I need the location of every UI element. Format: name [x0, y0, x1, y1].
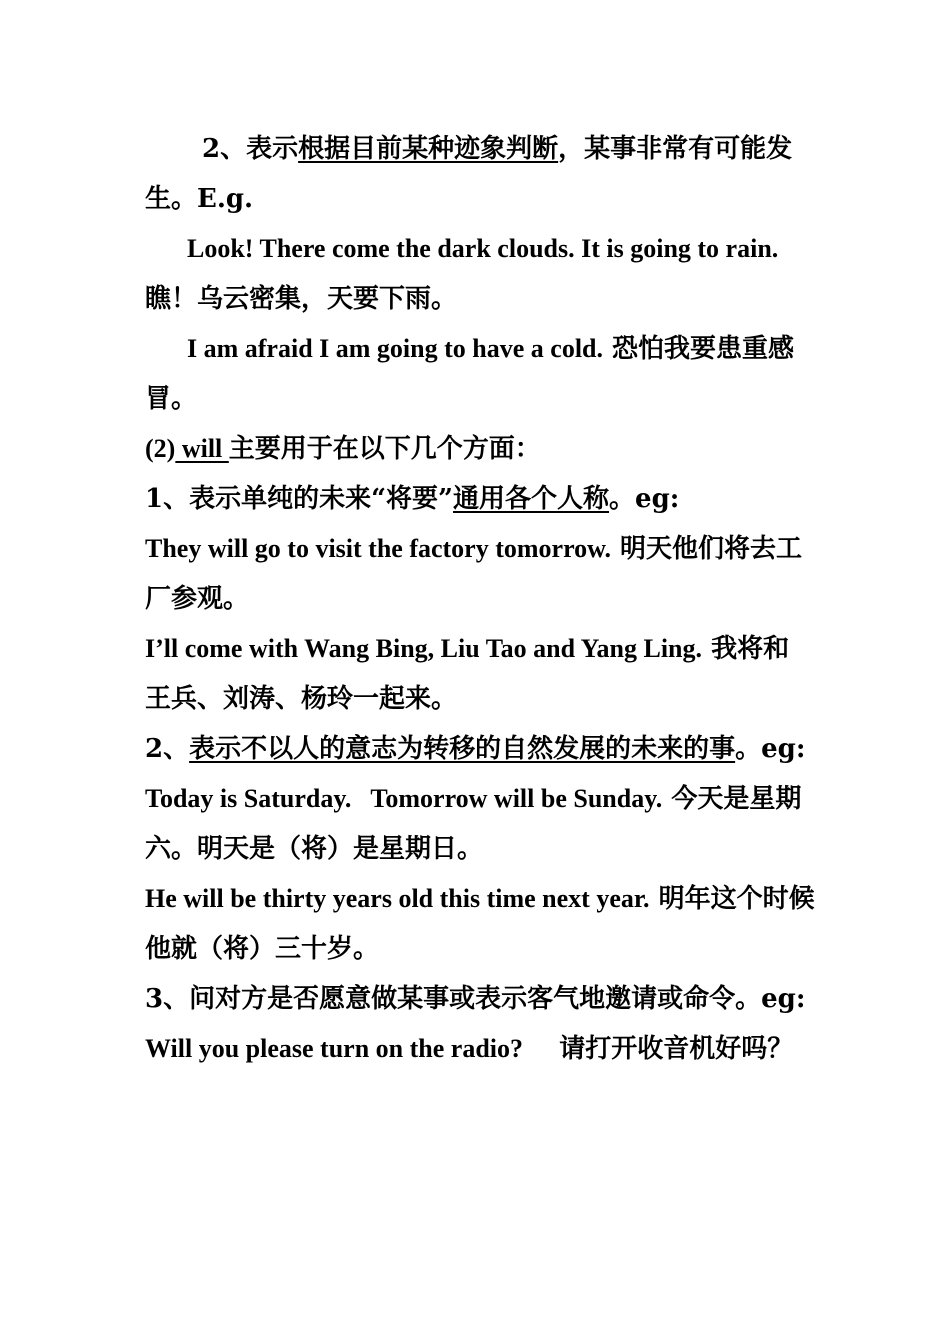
english-sentence: Look! There come the dark clouds. It is going to rain.	[187, 234, 779, 263]
example-saturday-sunday	[145, 774, 815, 874]
example-visit-factory	[145, 524, 815, 624]
paragraph-going-to-usage-2	[145, 124, 815, 224]
english-sentence: I am afraid I am going to have a cold.	[187, 334, 603, 363]
example-come-with	[145, 624, 815, 724]
chinese-translation: 今天是星期六。明天是（将）是星期日。	[145, 784, 802, 864]
text-segment: 2、	[145, 734, 190, 764]
paragraph-will-usage-2	[145, 724, 815, 774]
underlined-phrase: 表示不以人的意志为转移的自然发展的未来的事	[189, 734, 736, 764]
chinese-translation: 请打开收音机好吗？	[523, 1034, 794, 1064]
section-heading-will	[145, 424, 815, 474]
text-segment: 主要用于在以下几个方面：	[228, 434, 541, 464]
chinese-translation: 恐怕我要患重感冒。	[145, 334, 795, 414]
english-sentence: Today is Saturday. Tomorrow will be Sunday.	[145, 784, 663, 813]
section-number: (2)	[145, 434, 176, 463]
chinese-translation: 瞧！乌云密集，天要下雨。	[145, 284, 458, 314]
example-thirty-years	[145, 874, 815, 974]
english-sentence: I’ll come with Wang Bing, Liu Tao and Yang Ling.	[145, 634, 703, 663]
example-have-a-cold	[145, 324, 815, 424]
example-turn-on-radio	[145, 1024, 815, 1074]
text-segment: 2、表示	[202, 134, 299, 164]
english-sentence: He will be thirty years old this time next year.	[145, 884, 650, 913]
text-segment: 。eg:	[735, 734, 806, 764]
underlined-phrase: 通用各个人称	[453, 484, 610, 514]
chinese-translation: 明天他们将去工厂参观。	[145, 534, 803, 614]
chinese-translation: 明年这个时候他就（将）三十岁。	[145, 884, 815, 964]
text-segment: 1、表示单纯的未来“将要”	[145, 484, 454, 514]
english-sentence: Will you please turn on the radio?	[145, 1034, 524, 1063]
paragraph-will-usage-3	[145, 974, 815, 1024]
text-segment: 。eg:	[609, 484, 680, 514]
chinese-translation: 我将和王兵、刘涛、杨玲一起来。	[145, 634, 790, 714]
text-segment: ，某事非常有可能发生。E.g.	[145, 134, 793, 214]
paragraph-will-usage-1	[145, 474, 815, 524]
english-sentence: They will go to visit the factory tomorrow.	[145, 534, 611, 563]
text-segment: 3、问对方是否愿意做某事或表示客气地邀请或命令。eg:	[145, 984, 806, 1014]
underlined-keyword: will	[175, 434, 229, 463]
example-dark-clouds	[145, 224, 815, 324]
document-body	[145, 124, 815, 1074]
underlined-phrase: 根据目前某种迹象判断	[298, 134, 559, 164]
